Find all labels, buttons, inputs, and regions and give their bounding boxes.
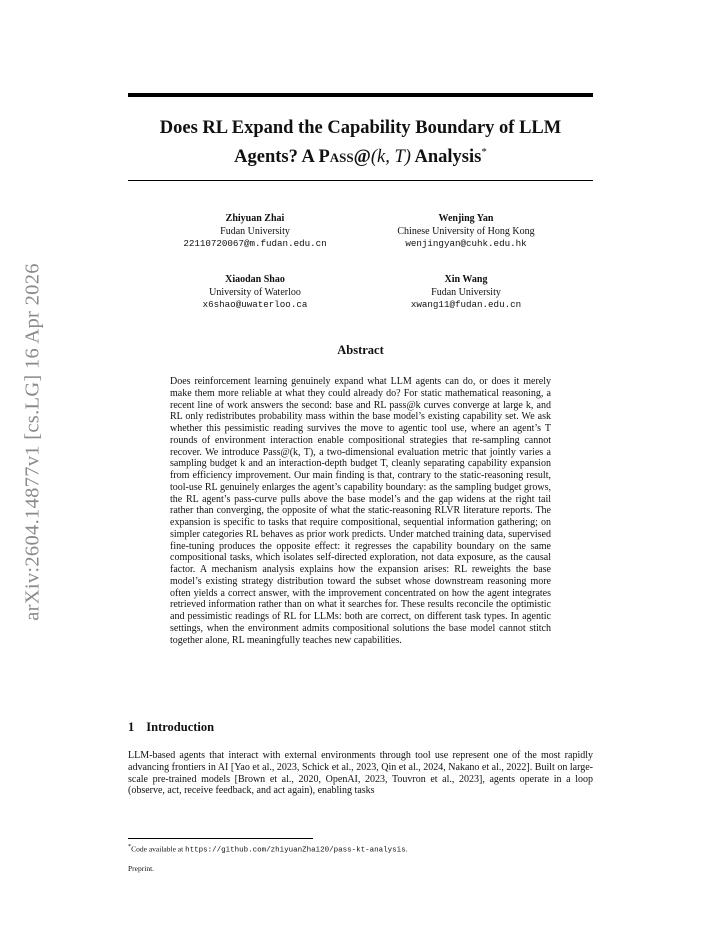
abstract-body	[170, 376, 551, 646]
author-name: Xiaodan Shao	[225, 274, 285, 285]
introduction-paragraph: LLM-based agents that interact with external environments through tool use represent one of the most rapidly advancing frontiers in AI [Yao et al., 2023, Schick et al., 2023, Qin et al., 2024, Nakano et al., 2022]. Built on large-scale pre-trained models [Brown et al., 2020, OpenAI, 2023, Touvron et al., 2023], agents operate in a loop (observe, act, receive feedback, and act again), enabling tasks	[128, 750, 593, 797]
section-title: Introduction	[146, 720, 215, 734]
author-affiliation: Fudan University	[431, 286, 501, 298]
author-affiliation: University of Waterloo	[209, 286, 301, 298]
title-top-rule	[128, 93, 593, 97]
title-line-2: Agents? A Pass@(k, T) Analysis*	[234, 146, 487, 168]
author-affiliation: Chinese University of Hong Kong	[397, 225, 535, 237]
author-email[interactable]: 22110720067@m.fudan.edu.cn	[183, 238, 327, 249]
section-number: 1	[128, 720, 135, 734]
author-block	[356, 213, 576, 251]
author-block	[145, 274, 365, 312]
author-name: Xin Wang	[444, 274, 488, 285]
author-email[interactable]: xwang11@fudan.edu.cn	[410, 299, 522, 310]
arxiv-stamp	[18, 262, 48, 622]
section-heading-introduction	[128, 720, 214, 735]
author-email[interactable]: x6shao@uwaterloo.ca	[202, 299, 308, 310]
footnote-rule	[128, 838, 313, 839]
author-affiliation: Fudan University	[220, 225, 290, 237]
paper-title	[128, 116, 593, 169]
author-email[interactable]: wenjingyan@cuhk.edu.hk	[405, 238, 527, 249]
abstract-heading: Abstract	[337, 343, 384, 357]
arxiv-stamp-text: arXiv:2604.14877v1 [cs.LG] 16 Apr 2026	[21, 263, 44, 621]
author-block	[145, 213, 365, 251]
code-link[interactable]: https://github.com/zhiyuanZhai20/pass-kt-analysis	[185, 846, 406, 855]
author-block	[356, 274, 576, 312]
author-name: Wenjing Yan	[438, 213, 494, 224]
title-bottom-rule	[128, 180, 593, 181]
footnote: *Code available at https://github.com/zhiyuanZhai20/pass-kt-analysis.	[128, 843, 408, 855]
author-name: Zhiyuan Zhai	[225, 213, 285, 224]
abstract-paragraph: Does reinforcement learning genuinely expand what LLM agents can do, or does it merely make them more reliable at what they could already do? For static mathematical reasoning, a recent line of work answers the second: base and RL pass@k curves converge at large k, and RL only redistributes probability mass within the base model’s existing capability set. We ask whether this pessimistic reading survives the move to agentic tool use, where an agent’s T rounds of environment interaction enable compositional strategies that re-sampling cannot recover. We introduce Pass@(k, T), a two-dimensional evaluation metric that jointly varies a sampling budget k and an interaction-depth budget T, cleanly separating capability expansion from efficiency improvement. Our main finding is that, contrary to the static-reasoning result, tool-use RL genuinely enlarges the agent’s capability boundary: as the sampling budget grows, the RL agent’s pass-curve pulls above the base model’s and the gap widens at the right tail rather than converging, the opposite of what the static-reasoning RLVR literature reports. The expansion is specific to tasks that require compositional, sequential information gathering; on simpler categories RL behaves as prior work predicts. Under matched training data, supervised fine-tuning produces the opposite effect: it regresses the capability boundary on the same compositional tasks, which isolates self-directed exploration, not data exposure, as the causal factor. A mechanism analysis explains how the expansion arises: RL reweights the base model’s existing strategy distribution toward the subset whose downstream reasoning more often yields a correct answer, with the improvement concentrated on how the agent integrates retrieved information rather than on what it searches for. These results reconcile the optimistic and pessimistic readings of RL for LLMs: both are correct, on different task types. In agentic settings, when the environment admits compositional solutions the base model cannot stitch together alone, RL meaningfully teaches new capabilities.	[170, 376, 551, 646]
title-line-1: Does RL Expand the Capability Boundary of LLM	[159, 118, 562, 138]
preprint-label: Preprint.	[128, 864, 155, 873]
